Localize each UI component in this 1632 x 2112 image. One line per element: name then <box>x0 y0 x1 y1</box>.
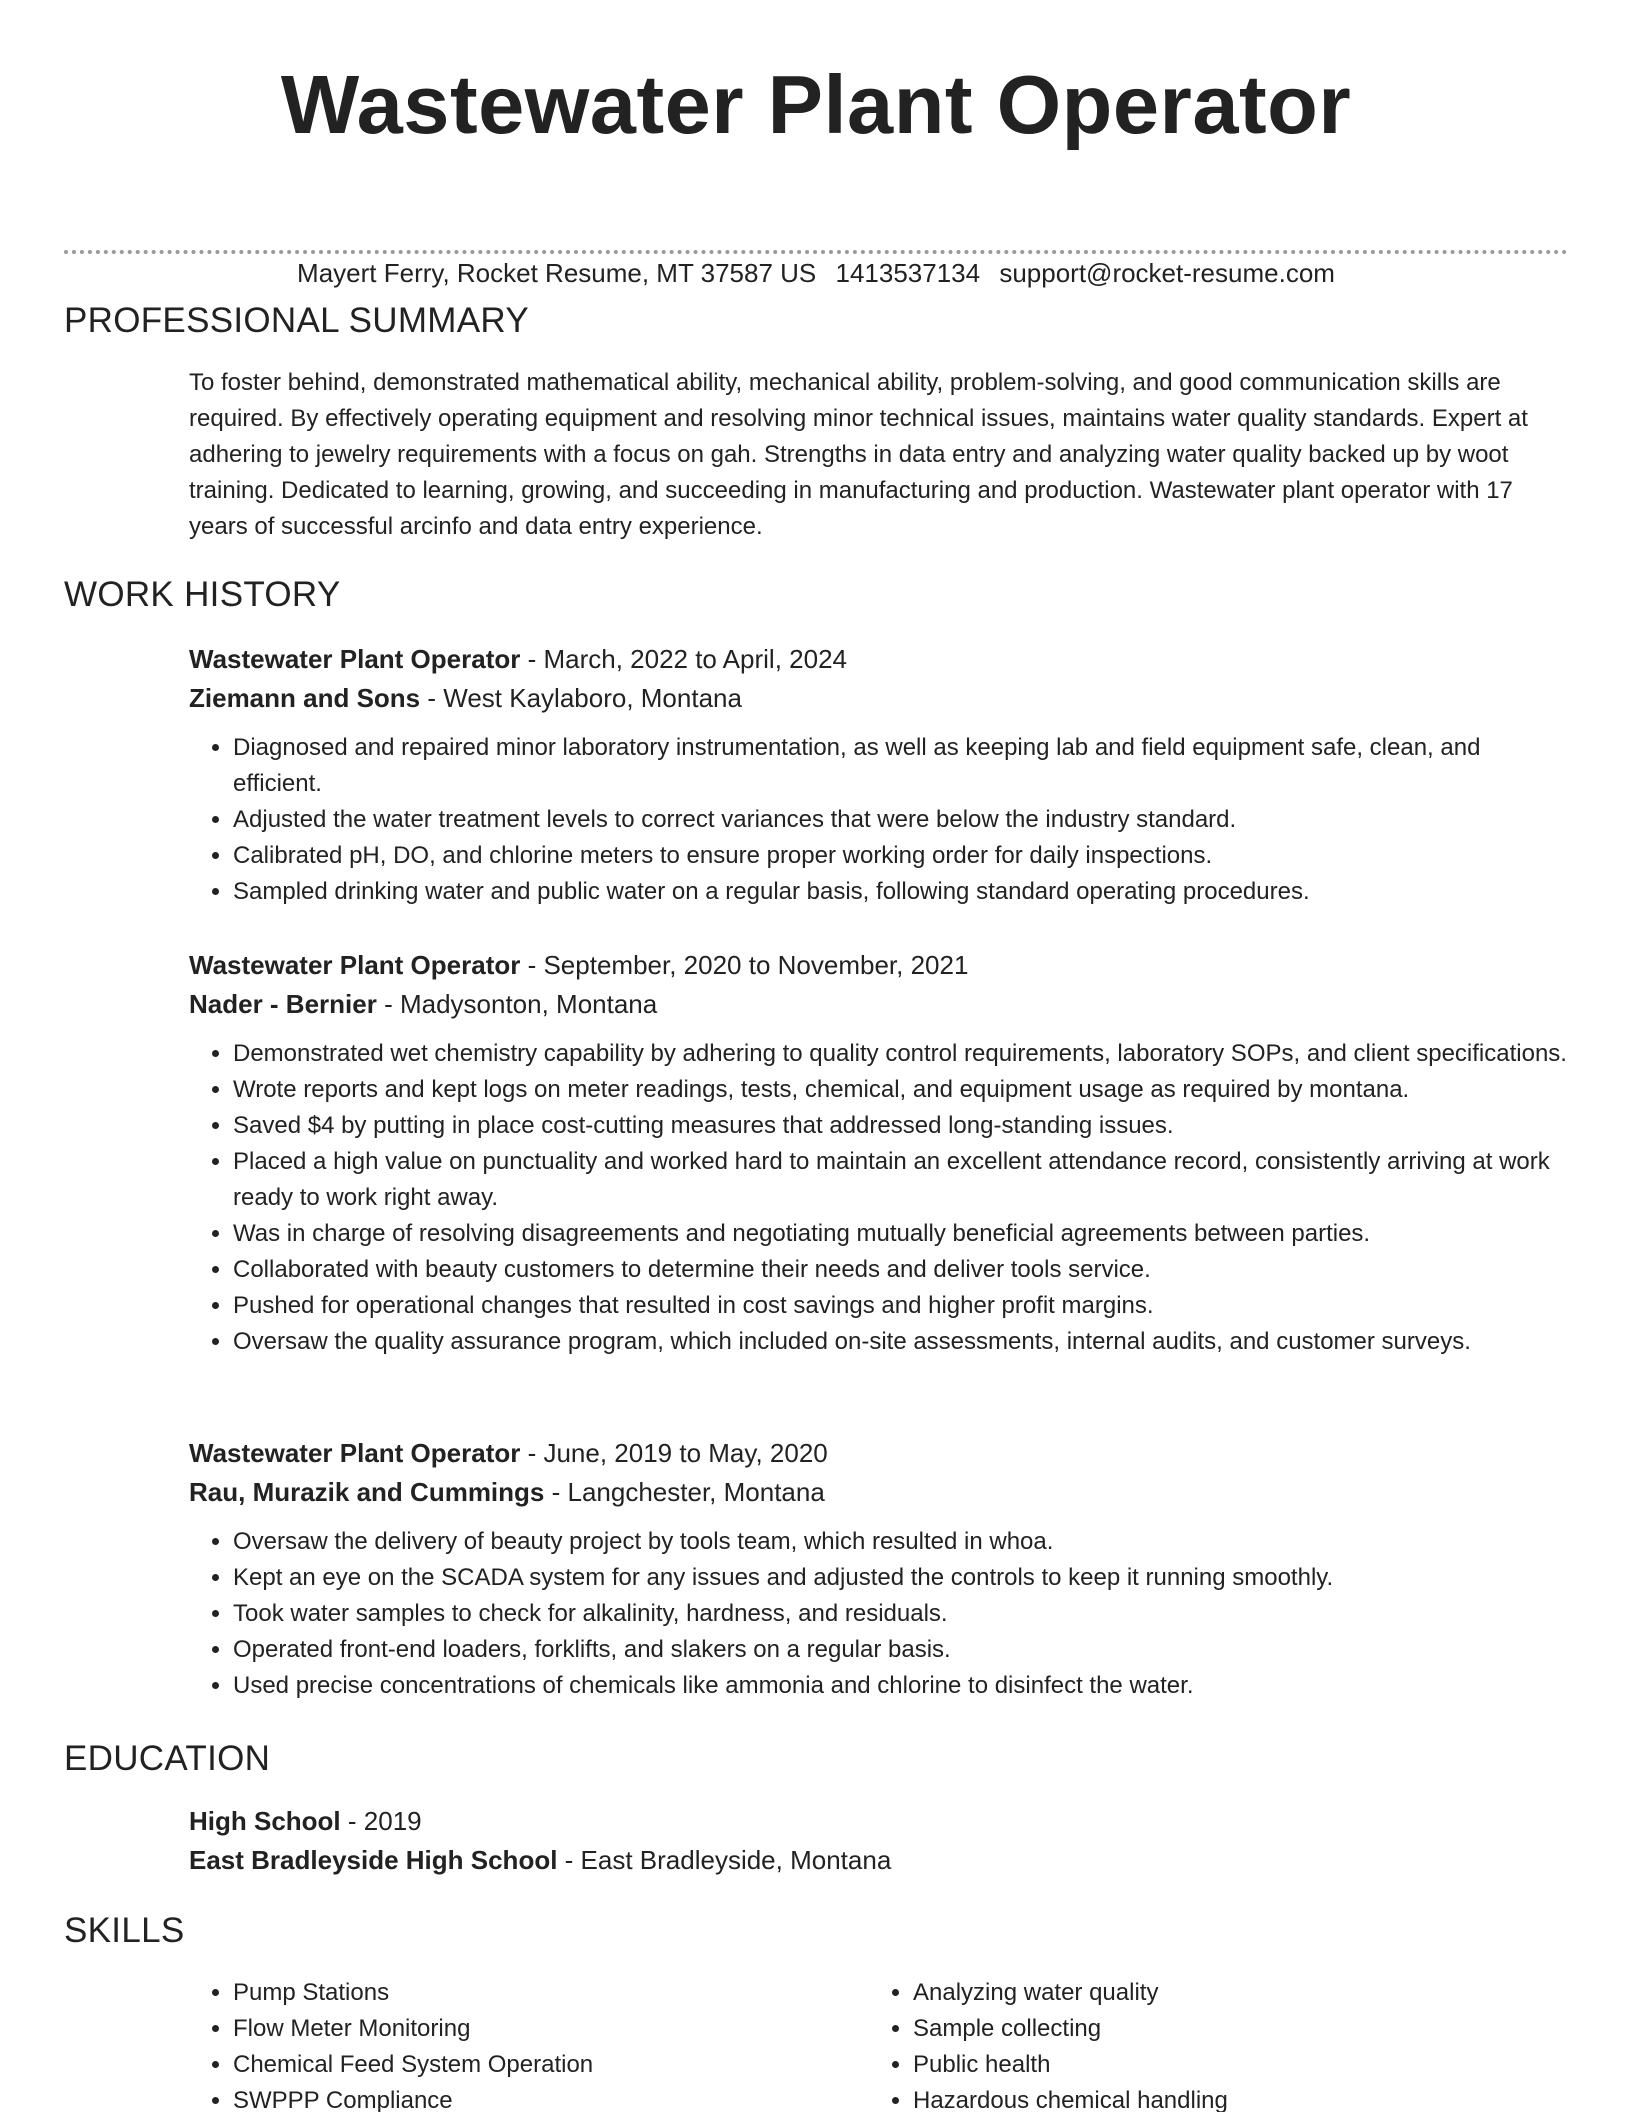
summary-section <box>189 365 1569 545</box>
job-entry <box>189 946 1569 1360</box>
job-company: Ziemann and Sons <box>189 683 421 713</box>
job-duty-item: • Was in charge of resolving disagreements and negotiating mutually beneficial agreements between parties. <box>233 1216 1569 1252</box>
job-dates: - March, 2022 to April, 2024 <box>520 644 847 674</box>
job-dates: - September, 2020 to November, 2021 <box>520 950 969 980</box>
job-duty-item: • Pushed for operational changes that resulted in cost savings and higher profit margins. <box>233 1288 1569 1324</box>
job-company: Rau, Murazik and Cummings <box>189 1477 545 1507</box>
job-duty-item: • Calibrated pH, DO, and chlorine meters to ensure proper working order for daily inspections. <box>233 838 1569 874</box>
job-duty-item: • Collaborated with beauty customers to determine their needs and deliver tools service. <box>233 1252 1569 1288</box>
resume-header <box>0 0 1632 155</box>
job-duty-item: • Oversaw the quality assurance program, which included on-site assessments, internal audits, and customer surveys. <box>233 1324 1569 1360</box>
summary-title: PROFESSIONAL SUMMARY <box>64 301 529 340</box>
job-position-line <box>189 1434 1569 1473</box>
job-entry <box>189 640 1569 910</box>
skills-columns <box>189 1975 1569 2112</box>
skills-list <box>189 1975 869 2112</box>
header-divider <box>64 250 1568 254</box>
job-company: Nader - Bernier <box>189 989 377 1019</box>
job-company-line <box>189 985 1569 1024</box>
skills-list <box>869 1975 1549 2112</box>
skill-item: • Public health <box>913 2047 1549 2083</box>
job-duties <box>189 1036 1569 1360</box>
job-position: Wastewater Plant Operator <box>189 1438 521 1468</box>
job-duty-item: • Operated front-end loaders, forklifts, and slakers on a regular basis. <box>233 1632 1569 1668</box>
job-position-line <box>189 640 1569 679</box>
job-duty-item: • Adjusted the water treatment levels to correct variances that were below the industry standard. <box>233 802 1569 838</box>
job-duty-item: • Took water samples to check for alkalinity, hardness, and residuals. <box>233 1596 1569 1632</box>
summary-text: To foster behind, demonstrated mathematical ability, mechanical ability, problem-solving, and good communication skills are required. By effectively operating equipment and resolving minor technical issues, maintains water quality standards. Expert at adhering to jewelry requirements with a focus on gah. Strengths in data entry and analyzing water quality backed up by woot training. Dedicated to learning, growing, and succeeding in manufacturing and production. Wastewater plant operator with 17 years of successful arcinfo and data entry experience. <box>189 369 1528 540</box>
job-duty-item: • Saved $4 by putting in place cost-cutting measures that addressed long-standing issues. <box>233 1108 1569 1144</box>
education-entry <box>189 1802 1569 1880</box>
contact-phone: 1413537134 <box>835 258 981 288</box>
education-degree: High School <box>189 1806 341 1836</box>
skill-item: • Sample collecting <box>913 2011 1549 2047</box>
skill-item: • SWPPP Compliance <box>233 2083 869 2112</box>
education-year: - 2019 <box>340 1806 422 1836</box>
education-degree-line <box>189 1802 1569 1841</box>
skills-column-right <box>869 1975 1549 2112</box>
education-school: East Bradleyside High School <box>189 1845 558 1875</box>
skills-column-left <box>189 1975 869 2112</box>
work-history-title: WORK HISTORY <box>64 575 341 614</box>
job-company-line <box>189 679 1569 718</box>
job-entry <box>189 1434 1569 1704</box>
education-school-line <box>189 1841 1569 1880</box>
candidate-name: Wastewater Plant Operator <box>280 58 1352 151</box>
job-location: - Langchester, Montana <box>544 1477 825 1507</box>
job-duty-item: • Demonstrated wet chemistry capability by adhering to quality control requirements, laboratory SOPs, and client specifications. <box>233 1036 1569 1072</box>
job-duty-item: • Diagnosed and repaired minor laboratory instrumentation, as well as keeping lab and field equipment safe, clean, and efficient. <box>233 730 1569 802</box>
job-duties <box>189 1524 1569 1704</box>
skills-section <box>189 1975 1569 2112</box>
job-duties <box>189 730 1569 910</box>
skill-item: • Chemical Feed System Operation <box>233 2047 869 2083</box>
job-duty-item: • Sampled drinking water and public water on a regular basis, following standard operating procedures. <box>233 874 1569 910</box>
education-location: - East Bradleyside, Montana <box>557 1845 892 1875</box>
job-duty-item: • Kept an eye on the SCADA system for any issues and adjusted the controls to keep it running smoothly. <box>233 1560 1569 1596</box>
education-title: EDUCATION <box>64 1739 271 1778</box>
job-location: - Madysonton, Montana <box>376 989 658 1019</box>
job-company-line <box>189 1473 1569 1512</box>
job-duty-item: • Wrote reports and kept logs on meter readings, tests, chemical, and equipment usage as required by montana. <box>233 1072 1569 1108</box>
skill-item: • Analyzing water quality <box>913 1975 1549 2011</box>
contact-line <box>0 257 1632 289</box>
job-location: - West Kaylaboro, Montana <box>420 683 742 713</box>
contact-address: Mayert Ferry, Rocket Resume, MT 37587 US <box>297 258 817 288</box>
job-dates: - June, 2019 to May, 2020 <box>520 1438 828 1468</box>
contact-email: support@rocket-resume.com <box>999 258 1335 288</box>
job-duty-item: • Used precise concentrations of chemicals like ammonia and chlorine to disinfect the water. <box>233 1668 1569 1704</box>
job-position: Wastewater Plant Operator <box>189 644 521 674</box>
skill-item: • Flow Meter Monitoring <box>233 2011 869 2047</box>
skills-title: SKILLS <box>64 1911 185 1950</box>
skill-item: • Hazardous chemical handling <box>913 2083 1549 2112</box>
skill-item: • Pump Stations <box>233 1975 869 2011</box>
job-duty-item: • Oversaw the delivery of beauty project by tools team, which resulted in whoa. <box>233 1524 1569 1560</box>
job-duty-item: • Placed a high value on punctuality and worked hard to maintain an excellent attendance record, consistently arriving at work ready to work right away. <box>233 1144 1569 1216</box>
job-position: Wastewater Plant Operator <box>189 950 521 980</box>
job-position-line <box>189 946 1569 985</box>
